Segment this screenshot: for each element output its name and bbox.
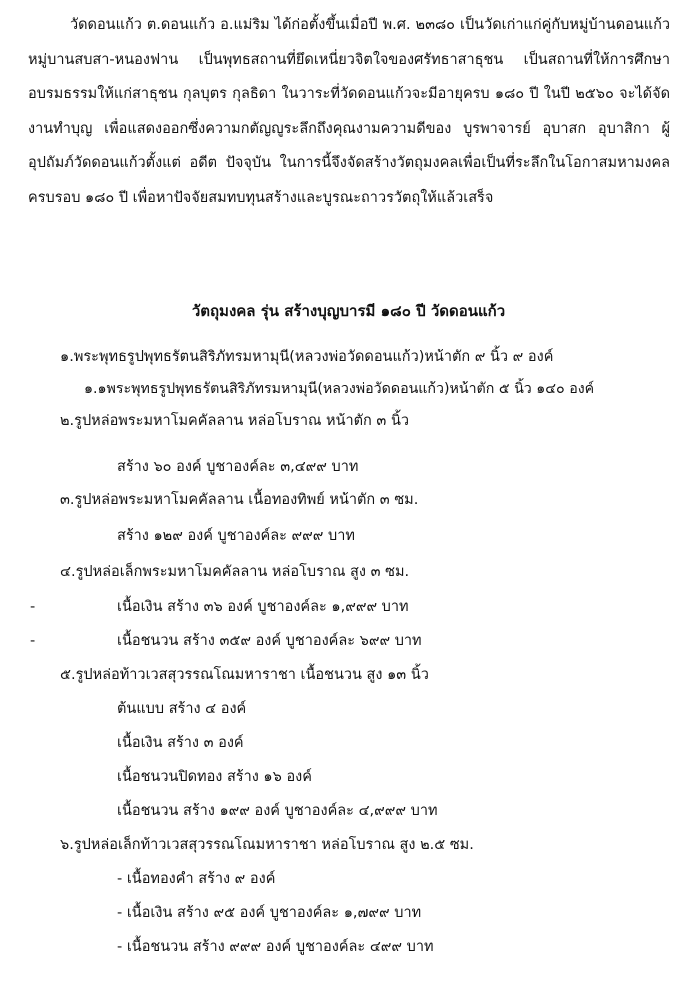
- item-5-gilded: เนื้อชนวนปิดทอง สร้าง ๑๖ องค์: [117, 769, 312, 785]
- item-5-alloy: เนื้อชนวน สร้าง ๑๙๙ องค์ บูชาองค์ละ ๔,๙๙๙ บาท: [117, 803, 438, 819]
- item-2: ๒.รูปหล่อพระมหาโมคคัลลาน หล่อโบราณ หน้าตัก ๓ นิ้ว: [60, 413, 410, 429]
- item-5-silver: เนื้อเงิน สร้าง ๓ องค์: [117, 735, 244, 751]
- item-4-silver: เนื้อเงิน สร้าง ๓๖ องค์ บูชาองค์ละ ๑,๙๙๙ บาท: [117, 599, 409, 615]
- item-6-alloy: - เนื้อชนวน สร้าง ๙๙๙ องค์ บูชาองค์ละ ๔๙๙ บาท: [117, 939, 434, 955]
- item-6-silver: - เนื้อเงิน สร้าง ๙๕ องค์ บูชาองค์ละ ๑,๗๙๙ บาท: [117, 905, 422, 921]
- item-2-detail: สร้าง ๖๐ องค์ บูชาองค์ละ ๓,๔๙๙ บาท: [117, 459, 359, 475]
- item-5-prototype: ต้นแบบ สร้าง ๔ องค์: [117, 701, 247, 717]
- section-heading: วัตถุมงคล รุ่น สร้างบุญบารมี ๑๘๐ ปี วัดดอนแก้ว: [191, 302, 506, 320]
- item-1: ๑.พระพุทธรูปพุทธรัตนสิริภัทรมหามุนี(หลวงพ่อวัดดอนแก้ว)หน้าตัก ๙ นิ้ว ๙ องค์: [60, 349, 554, 365]
- item-6: ๖.รูปหล่อเล็กท้าวเวสสุวรรณโณมหาราชา หล่อโบราณ สูง ๒.๕ ซม.: [60, 837, 474, 853]
- dash-marker: -: [30, 633, 36, 649]
- item-1-1: ๑.๑พระพุทธรูปพุทธรัตนสิริภัทรมหามุนี(หลวงพ่อวัดดอนแก้ว)หน้าตัก ๕ นิ้ว ๑๔๐ องค์: [84, 381, 595, 397]
- item-6-gold: - เนื้อทองคำ สร้าง ๙ องค์: [117, 871, 276, 887]
- item-4: ๔.รูปหล่อเล็กพระมหาโมคคัลลาน หล่อโบราณ สูง ๓ ซม.: [60, 564, 410, 580]
- intro-paragraph: วัดดอนแก้ว ต.ดอนแก้ว อ.แม่ริม ได้ก่อตั้งขึ้นเมื่อปี พ.ศ. ๒๓๘๐ เป็นวัดเก่าแก่คู่กับหมู่บ้านดอนแก้ว หมู่บานสบสา-หนองฟาน เป็นพุทธสถานที่ยึดเหนี่ยวจิตใจของศรัทธาสาธุชน เป็นสถานที่ให้การศึกษาอบรมธรรมให้แก่สาธุชน กุลบุตร กุลธิดา ในวาระที่วัดดอนแก้วจะมีอายุครบ ๑๘๐ ปี ในปี ๒๕๖๐ จะได้จัดงานทำบุญ เพื่อแสดงออกซึ่งความกตัญญูระลึกถึงคุณงามความดีของ บูรพาจารย์ อุบาสก อุบาสิกา ผู้อุปถัมภ์วัดดอนแก้วตั้งแต่ อดีต ปัจจุบัน ในการนี้จึงจัดสร้างวัตถุมงคลเพื่อเป็นที่ระลึกในโอกาสมหามงคลครบรอบ ๑๘๐ ปี เพื่อหาปัจจัยสมทบทุนสร้างและบูรณะถาวรวัตถุให้แล้วเสร็จ: [28, 17, 670, 206]
- item-3-detail: สร้าง ๑๒๙ องค์ บูชาองค์ละ ๙๙๙ บาท: [117, 528, 355, 544]
- dash-marker: -: [30, 599, 36, 615]
- item-4-alloy: เนื้อชนวน สร้าง ๓๕๙ องค์ บูชาองค์ละ ๖๙๙ บาท: [117, 633, 422, 649]
- item-5: ๕.รูปหล่อท้าวเวสสุวรรณโณมหาราชา เนื้อชนวน สูง ๑๓ นิ้ว: [60, 667, 429, 683]
- item-3: ๓.รูปหล่อพระมหาโมคคัลลาน เนื้อทองทิพย์ หน้าตัก ๓ ซม.: [60, 492, 419, 508]
